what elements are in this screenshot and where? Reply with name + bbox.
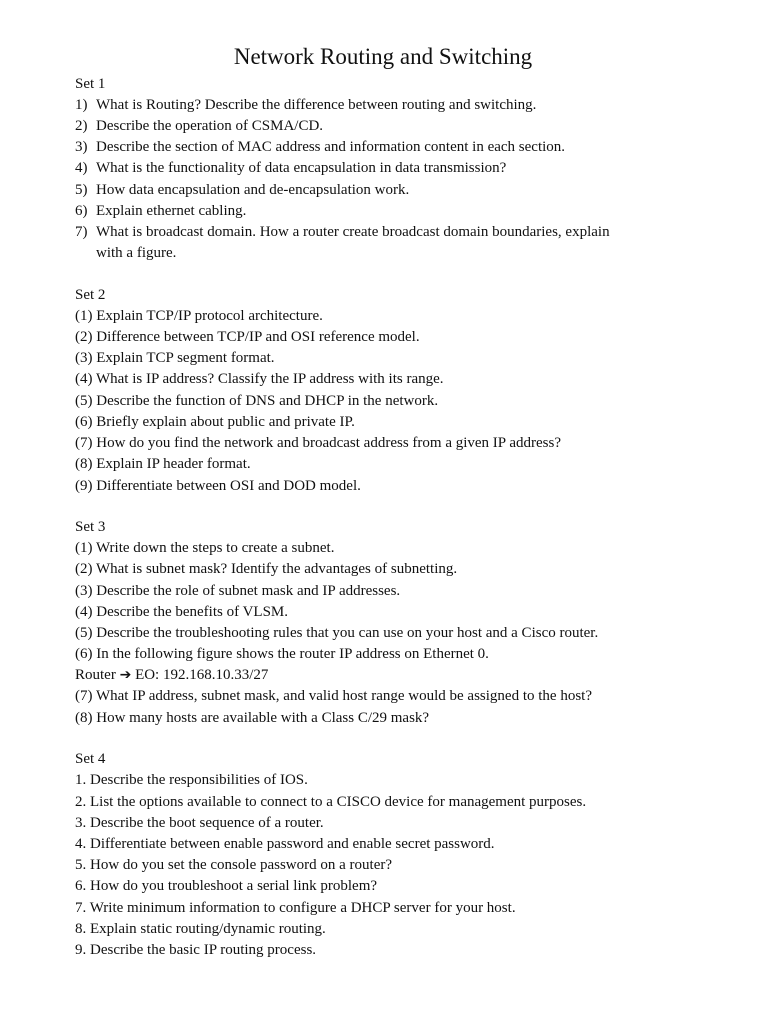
set3-heading: Set 3 (75, 519, 106, 535)
question-number: 4) (75, 160, 88, 176)
set1-question-5 (75, 180, 409, 200)
set1-question-7 (75, 222, 610, 242)
question-text: How data encapsulation and de-encapsulation work. (96, 182, 410, 198)
question-text: What is the functionality of data encapsulation in data transmission? (96, 160, 507, 176)
set3-question-2: (2) What is subnet mask? Identify the advantages of subnetting. (75, 561, 458, 577)
set4-question-6: 6. How do you troubleshoot a serial link problem? (75, 878, 378, 894)
set4-question-2: 2. List the options available to connect to a CISCO device for management purposes. (75, 794, 587, 810)
question-number: 3) (75, 139, 88, 155)
set1-question-3 (75, 137, 565, 157)
set1-question-4 (75, 158, 506, 178)
set4-question-9: 9. Describe the basic IP routing process. (75, 942, 317, 958)
set2-question-4: (4) What is IP address? Classify the IP address with its range. (75, 371, 444, 387)
question-text: Explain ethernet cabling. (96, 203, 247, 219)
set1-question-7-continuation: with a figure. (96, 245, 177, 261)
set2-question-2: (2) Difference between TCP/IP and OSI reference model. (75, 329, 420, 345)
set3-question-3: (3) Describe the role of subnet mask and IP addresses. (75, 583, 401, 599)
set2-question-8: (8) Explain IP header format. (75, 456, 251, 472)
router-address-line (75, 665, 268, 685)
question-text: Describe the section of MAC address and information content in each section. (96, 139, 566, 155)
set4-question-1: 1. Describe the responsibilities of IOS. (75, 772, 308, 788)
set4-question-7: 7. Write minimum information to configure a DHCP server for your host. (75, 900, 516, 916)
question-number: 1) (75, 97, 88, 113)
question-number: 2) (75, 118, 88, 134)
router-address: EO: 192.168.10.33/27 (135, 667, 269, 683)
set1-question-1 (75, 95, 536, 115)
set2-question-6: (6) Briefly explain about public and private IP. (75, 414, 355, 430)
question-number: 6) (75, 203, 88, 219)
set2-question-7: (7) How do you find the network and broadcast address from a given IP address? (75, 435, 561, 451)
set3-question-4: (4) Describe the benefits of VLSM. (75, 604, 289, 620)
question-text: What is Routing? Describe the difference between routing and switching. (96, 97, 537, 113)
set1-question-6 (75, 201, 246, 221)
set3-question-1: (1) Write down the steps to create a subnet. (75, 540, 335, 556)
set3-question-6: (6) In the following figure shows the router IP address on Ethernet 0. (75, 646, 489, 662)
question-number: 7) (75, 224, 88, 240)
set4-question-3: 3. Describe the boot sequence of a router. (75, 815, 324, 831)
set2-question-3: (3) Explain TCP segment format. (75, 350, 275, 366)
set4-heading: Set 4 (75, 751, 106, 767)
set3-question-8: (8) How many hosts are available with a Class C/29 mask? (75, 710, 430, 726)
question-text: Describe the operation of CSMA/CD. (96, 118, 324, 134)
question-text: What is broadcast domain. How a router create broadcast domain boundaries, explain (96, 224, 610, 240)
right-arrow-icon: ➔ (119, 667, 132, 683)
set2-heading: Set 2 (75, 287, 106, 303)
set2-question-1: (1) Explain TCP/IP protocol architecture. (75, 308, 323, 324)
set1-question-2 (75, 116, 323, 136)
page-title: Network Routing and Switching (233, 44, 533, 69)
set3-question-7: (7) What IP address, subnet mask, and valid host range would be assigned to the host? (75, 688, 592, 704)
set2-question-9: (9) Differentiate between OSI and DOD model. (75, 478, 361, 494)
question-number: 5) (75, 182, 88, 198)
set2-question-5: (5) Describe the function of DNS and DHCP in the network. (75, 393, 439, 409)
set4-question-4: 4. Differentiate between enable password and enable secret password. (75, 836, 495, 852)
set1-heading: Set 1 (75, 76, 106, 92)
set4-question-8: 8. Explain static routing/dynamic routing. (75, 921, 326, 937)
set4-question-5: 5. How do you set the console password on a router? (75, 857, 393, 873)
set3-question-5: (5) Describe the troubleshooting rules that you can use on your host and a Cisco router. (75, 625, 599, 641)
router-label: Router (75, 667, 116, 683)
